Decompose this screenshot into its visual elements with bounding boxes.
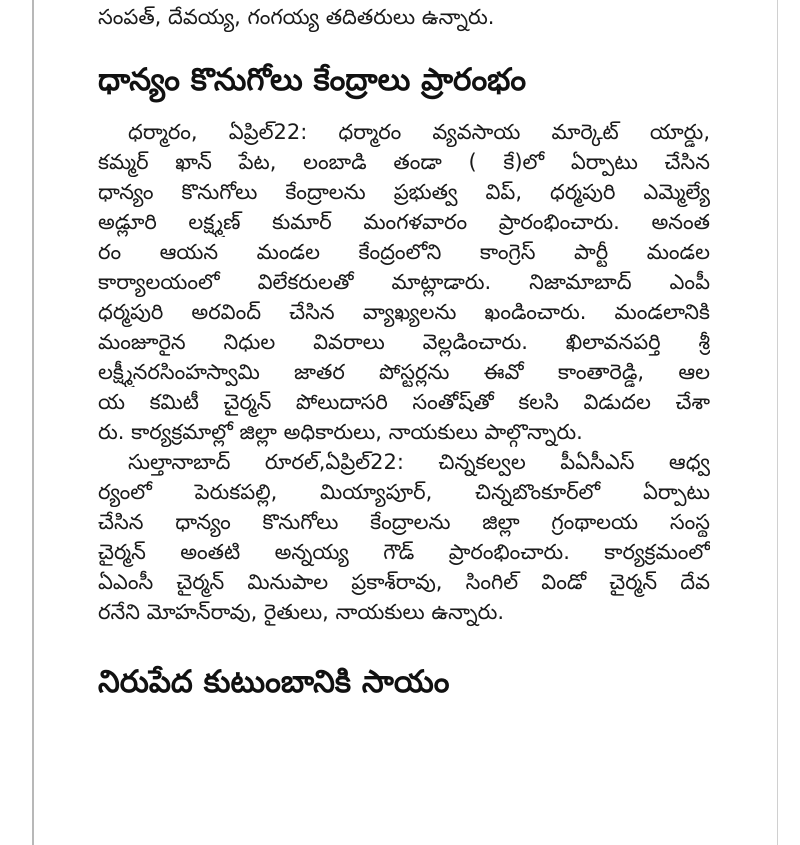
article-body-line: రం ఆయన మండల కేంద్రంలోని కాంగ్రెస్ పార్టీ మండల — [98, 240, 710, 264]
article-body-line: ఏఎంసీ చైర్మన్ మినుపాల ప్రకాశ్‌రావు, సింగిల్ విండో చైర్మన్ దేవ — [98, 570, 710, 594]
article-body-line: య కమిటీ చైర్మన్ పోలుదాసరి సంతోష్‌తో కలసి విడుదల చేశా — [98, 390, 710, 414]
article-body-line: ధర్మారం, ఏప్రిల్22: ధర్మారం వ్యవసాయ మార్కెట్ యార్డు, — [128, 120, 710, 144]
previous-article-last-line: సంపత్, దేవయ్య, గంగయ్య తదితరులు ఉన్నారు. — [98, 5, 495, 29]
article-body-line: ధాన్యం కొనుగోలు కేంద్రాలను ప్రభుత్వ విప్, ధర్మపురి ఎమ్మెల్యే — [98, 180, 710, 204]
article-body-line: ధర్మపురి అరవింద్ చేసిన వ్యాఖ్యలను ఖండించారు. మండలానికి — [98, 300, 710, 324]
article-body-line: ర్యంలో పెరుకపల్లి, మియ్యాపూర్, చిన్నబొంకూర్‌లో ఏర్పాటు — [98, 480, 710, 504]
column-rule-left — [32, 0, 34, 845]
article-body-line: సుల్తానాబాద్ రూరల్,ఏప్రిల్22: చిన్నకల్వల పీఏసీఎస్ ఆధ్వ — [128, 450, 710, 474]
column-rule-right — [777, 0, 778, 845]
article-body-line: కమ్మర్ ఖాన్ పేట, లంబాడి తండా ( కే)లో ఏర్పాటు చేసిన — [98, 150, 710, 174]
article-body-line: రు. కార్యక్రమాల్లో జిల్లా అధికారులు, నాయకులు పాల్గొన్నారు. — [98, 420, 583, 444]
article-headline: ధాన్యం కొనుగోలు కేంద్రాలు ప్రారంభం — [98, 62, 527, 98]
article-body-line: లక్ష్మీనరసింహస్వామి జాతర పోస్టర్లను ఈవో కాంతారెడ్డి, ఆల — [98, 360, 710, 384]
article-body-line: చైర్మన్ అంతటి అన్నయ్య గౌడ్ ప్రారంభించారు. కార్యక్రమంలో — [98, 540, 710, 564]
article-body-line: కార్యాలయంలో విలేకరులతో మాట్లాడారు. నిజామాబాద్ ఎంపీ — [98, 270, 710, 294]
next-article-headline: నిరుపేద కుటుంబానికి సాయం — [98, 664, 450, 700]
article-body-line: రనేని మోహన్‌రావు, రైతులు, నాయకులు ఉన్నారు. — [98, 600, 505, 624]
article-body-line: మంజూరైన నిధుల వివరాలు వెల్లడించారు. ఖిలావనపర్తి శ్రీ — [98, 330, 710, 354]
article-body-line: అడ్లూరి లక్ష్మణ్ కుమార్ మంగళవారం ప్రారంభించారు. అనంత — [98, 210, 710, 234]
article-body-line: చేసిన ధాన్యం కొనుగోలు కేంద్రాలను జిల్లా గ్రంథాలయ సంస్థ — [98, 510, 710, 534]
